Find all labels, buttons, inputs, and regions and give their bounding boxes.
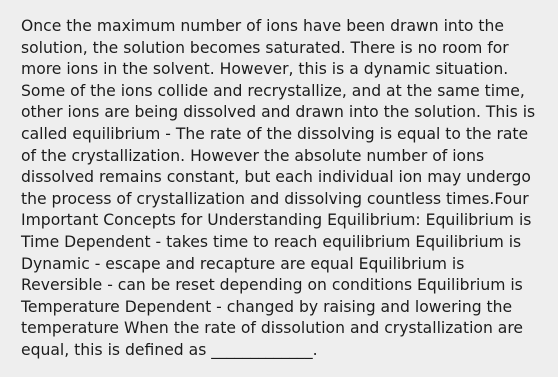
- question-text: Once the maximum number of ions have been drawn into the solution, the solution becomes saturated. There is no room for more ions in the solvent. However, this is a dynamic situation. Some of the ions collide and recrystallize, and at the same time, other ions are being dissolved and drawn into the solution. This is called equilibrium - The rate of the dissolving is equal to the rate of the crystallization. However the absolute number of ions dissolved remains constant, but each individual ion may undergo the process of crystallization and dissolving countless times.Four Important Concepts for Understanding Equilibrium: Equilibrium is Time Dependent - takes time to reach equilibrium Equilibrium is Dynamic - escape and recapture are equal Equilibrium is Reversible - can be reset depending on conditions Equilibrium is Temperature Dependent - changed by raising and lowering the temperature When the rate of dissolution and crystallization are equal, this is defined as _____________.: [21, 17, 536, 359]
